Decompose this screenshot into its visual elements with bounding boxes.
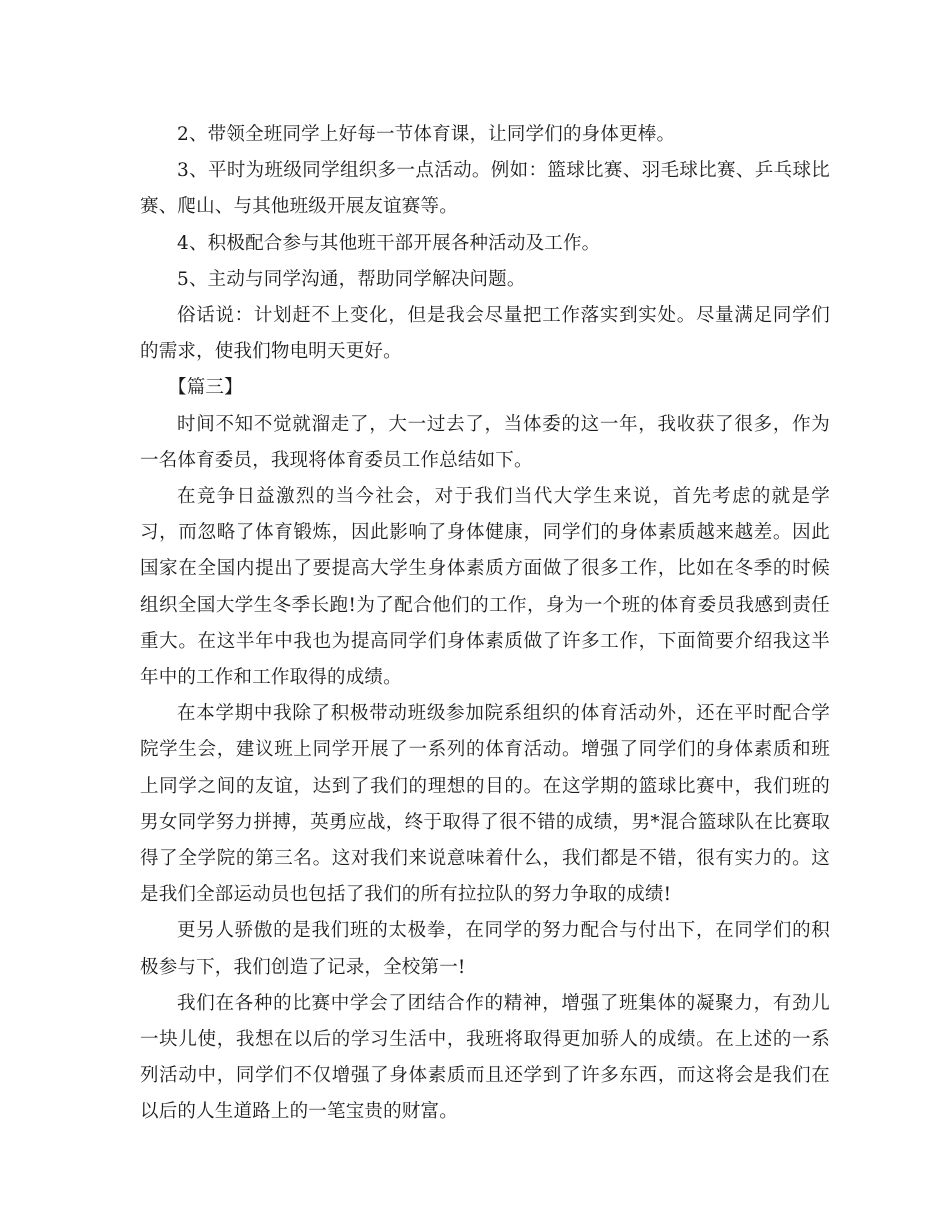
section-heading: 【篇三】 [168,377,243,399]
paragraph-intro: 时间不知不觉就溜走了，大一过去了，当体委的这一年，我收获了很多，作为一名体育委员，我现将体育委员工作总结如下。 [140,413,830,471]
paragraph-saying: 俗话说：计划赶不上变化，但是我会尽量把工作落实到实处。尽量满足同学们的需求，使我们物电明天更好。 [140,305,830,363]
paragraph-taichi: 更另人骄傲的是我们班的太极拳，在同学的努力配合与付出下，在同学们的积极参与下，我们创造了记录，全校第一! [140,920,830,978]
paragraph-activities: 在本学期中我除了积极带动班级参加院系组织的体育活动外，还在平时配合学院学生会，建议班上同学开展了一系列的体育活动。增强了同学们的身体素质和班上同学之间的友谊，达到了我们的理想的目的。在这学期的篮球比赛中，我们班的男女同学努力拼搏，英勇应战，终于取得了很不错的成绩，男*混合篮球队在比赛取得了全学院的第三名。这对我们来说意味着什么，我们都是不错，很有实力的。这是我们全部运动员也包括了我们的所有拉拉队的努力争取的成绩! [140,703,830,906]
paragraph-item-5: 5、主动与同学沟通，帮助同学解决问题。 [177,268,526,290]
paragraph-background: 在竞争日益激烈的当今社会，对于我们当代大学生来说，首先考虑的就是学习，而忽略了体育锻炼，因此影响了身体健康，同学们的身体素质越来越差。因此国家在全国内提出了要提高大学生身体素质方面做了很多工作，比如在冬季的时候组织全国大学生冬季长跑!为了配合他们的工作，身为一个班的体育委员我感到责任重大。在这半年中我也为提高同学们身体素质做了许多工作，下面简要介绍我这半年中的工作和工作取得的成绩。 [140,486,830,689]
document-body [140,117,830,1131]
paragraph-item-4: 4、积极配合参与其他班干部开展各种活动及工作。 [177,232,601,254]
paragraph-item-2: 2、带领全班同学上好每一节体育课，让同学们的身体更棒。 [177,124,676,145]
paragraph-conclusion: 我们在各种的比赛中学会了团结合作的精神，增强了班集体的凝聚力，有劲儿一块儿使，我想在以后的学习生活中，我班将取得更加骄人的成绩。在上述的一系列活动中，同学们不仅增强了身体素质而且还学到了许多东西，而这将会是我们在以后的人生道路上的一笔宝贵的财富。 [140,992,830,1123]
paragraph-item-3: 3、平时为班级同学组织多一点活动。例如：篮球比赛、羽毛球比赛、乒乓球比赛、爬山、与其他班级开展友谊赛等。 [140,160,830,218]
